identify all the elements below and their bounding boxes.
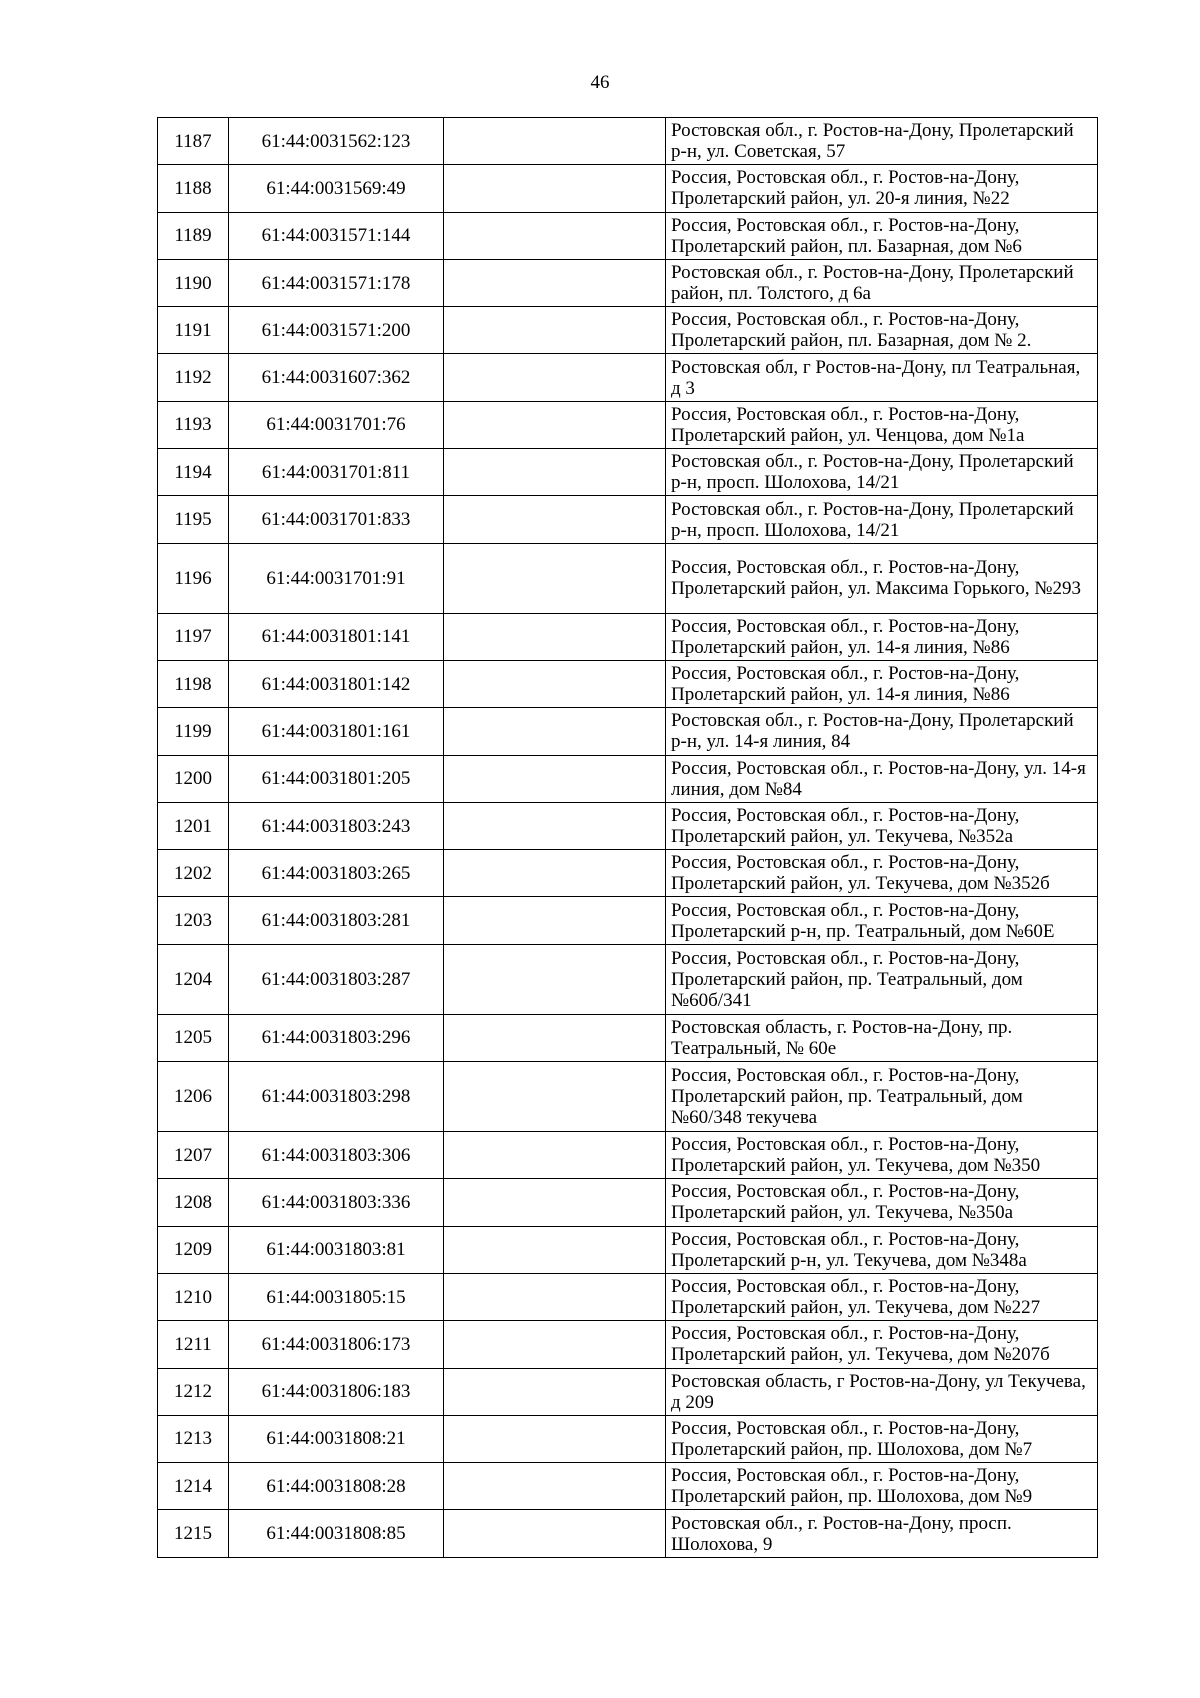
table-row [158, 1014, 1098, 1061]
table-row [158, 118, 1098, 165]
table-row [158, 802, 1098, 849]
cadastral-number-cell: 61:44:0031803:281 [229, 897, 444, 944]
table-row [158, 165, 1098, 212]
address-cell: Россия, Ростовская обл., г. Ростов-на-Дону, Пролетарский район, ул. 20-я линия, №22 [666, 165, 1098, 212]
address-cell: Россия, Ростовская обл., г. Ростов-на-Дону, Пролетарский район, ул. Текучева, дом №227 [666, 1273, 1098, 1320]
address-cell: Россия, Ростовская обл., г. Ростов-на-Дону, Пролетарский район, ул. 14-я линия, №86 [666, 660, 1098, 707]
empty-cell [444, 944, 666, 1014]
address-cell: Россия, Ростовская обл., г. Ростов-на-Дону, Пролетарский район, пр. Шолохова, дом №7 [666, 1415, 1098, 1462]
row-number-cell: 1205 [158, 1014, 229, 1061]
row-number-cell: 1214 [158, 1463, 229, 1510]
cadastral-number-cell: 61:44:0031803:336 [229, 1179, 444, 1226]
table-row [158, 1132, 1098, 1179]
row-number-cell: 1199 [158, 708, 229, 755]
row-number-cell: 1211 [158, 1321, 229, 1368]
address-cell: Россия, Ростовская обл., г. Ростов-на-Дону, Пролетарский р-н, ул. Текучева, дом №348а [666, 1226, 1098, 1273]
row-number-cell: 1207 [158, 1132, 229, 1179]
cadastral-number-cell: 61:44:0031806:173 [229, 1321, 444, 1368]
table-row [158, 1062, 1098, 1132]
address-cell: Россия, Ростовская обл., г. Ростов-на-Дону, Пролетарский район, ул. Максима Горького, №293 [666, 543, 1098, 613]
cadastral-number-cell: 61:44:0031571:178 [229, 259, 444, 306]
cadastral-number-cell: 61:44:0031803:81 [229, 1226, 444, 1273]
row-number-cell: 1191 [158, 307, 229, 354]
table-row [158, 307, 1098, 354]
cadastral-number-cell: 61:44:0031803:243 [229, 802, 444, 849]
address-cell: Россия, Ростовская обл., г. Ростов-на-Дону, Пролетарский район, пл. Базарная, дом №6 [666, 212, 1098, 259]
row-number-cell: 1201 [158, 802, 229, 849]
row-number-cell: 1198 [158, 660, 229, 707]
address-cell: Ростовская обл, г Ростов-на-Дону, пл Театральная, д 3 [666, 354, 1098, 401]
cadastral-number-cell: 61:44:0031701:91 [229, 543, 444, 613]
address-cell: Ростовская обл., г. Ростов-на-Дону, просп. Шолохова, 9 [666, 1510, 1098, 1557]
table-row [158, 1273, 1098, 1320]
cadastral-number-cell: 61:44:0031803:265 [229, 850, 444, 897]
empty-cell [444, 755, 666, 802]
address-cell: Россия, Ростовская обл., г. Ростов-на-Дону, Пролетарский район, ул. Текучева, дом №207б [666, 1321, 1098, 1368]
page-number: 46 [590, 72, 610, 93]
empty-cell [444, 449, 666, 496]
cadastral-number-cell: 61:44:0031803:298 [229, 1062, 444, 1132]
address-cell: Россия, Ростовская обл., г. Ростов-на-Дону, ул. 14-я линия, дом №84 [666, 755, 1098, 802]
table-row [158, 1226, 1098, 1273]
empty-cell [444, 1368, 666, 1415]
cadastral-number-cell: 61:44:0031701:833 [229, 496, 444, 543]
row-number-cell: 1213 [158, 1415, 229, 1462]
table-row [158, 449, 1098, 496]
cadastral-number-cell: 61:44:0031571:144 [229, 212, 444, 259]
row-number-cell: 1188 [158, 165, 229, 212]
cadastral-number-cell: 61:44:0031801:142 [229, 660, 444, 707]
address-cell: Россия, Ростовская обл., г. Ростов-на-Дону, Пролетарский район, пр. Шолохова, дом №9 [666, 1463, 1098, 1510]
table-row [158, 660, 1098, 707]
address-cell: Ростовская обл., г. Ростов-на-Дону, Пролетарский р-н, ул. Советская, 57 [666, 118, 1098, 165]
cadastral-number-cell: 61:44:0031569:49 [229, 165, 444, 212]
empty-cell [444, 1132, 666, 1179]
table-row [158, 259, 1098, 306]
empty-cell [444, 1179, 666, 1226]
row-number-cell: 1187 [158, 118, 229, 165]
address-cell: Россия, Ростовская обл., г. Ростов-на-Дону, Пролетарский район, ул. Текучева, №350а [666, 1179, 1098, 1226]
table-row [158, 354, 1098, 401]
registry-table-body [158, 118, 1098, 1558]
empty-cell [444, 1463, 666, 1510]
cadastral-number-cell: 61:44:0031607:362 [229, 354, 444, 401]
empty-cell [444, 401, 666, 448]
table-row [158, 850, 1098, 897]
empty-cell [444, 708, 666, 755]
cadastral-number-cell: 61:44:0031801:141 [229, 613, 444, 660]
empty-cell [444, 543, 666, 613]
registry-table [157, 117, 1098, 1558]
empty-cell [444, 307, 666, 354]
address-cell: Россия, Ростовская обл., г. Ростов-на-Дону, Пролетарский район, пр. Театральный, дом №60б/341 [666, 944, 1098, 1014]
address-cell: Россия, Ростовская обл., г. Ростов-на-Дону, Пролетарский район, ул. Текучева, №352а [666, 802, 1098, 849]
row-number-cell: 1204 [158, 944, 229, 1014]
row-number-cell: 1189 [158, 212, 229, 259]
row-number-cell: 1195 [158, 496, 229, 543]
address-cell: Россия, Ростовская обл., г. Ростов-на-Дону, Пролетарский район, ул. 14-я линия, №86 [666, 613, 1098, 660]
row-number-cell: 1196 [158, 543, 229, 613]
table-row [158, 1510, 1098, 1557]
address-cell: Ростовская обл., г. Ростов-на-Дону, Пролетарский р-н, просп. Шолохова, 14/21 [666, 449, 1098, 496]
empty-cell [444, 496, 666, 543]
cadastral-number-cell: 61:44:0031808:21 [229, 1415, 444, 1462]
table-row [158, 496, 1098, 543]
empty-cell [444, 118, 666, 165]
address-cell: Ростовская область, г Ростов-на-Дону, ул Текучева, д 209 [666, 1368, 1098, 1415]
empty-cell [444, 897, 666, 944]
cadastral-number-cell: 61:44:0031701:811 [229, 449, 444, 496]
row-number-cell: 1197 [158, 613, 229, 660]
row-number-cell: 1200 [158, 755, 229, 802]
empty-cell [444, 1510, 666, 1557]
address-cell: Ростовская область, г. Ростов-на-Дону, пр. Театральный, № 60е [666, 1014, 1098, 1061]
empty-cell [444, 1415, 666, 1462]
address-cell: Ростовская обл., г. Ростов-на-Дону, Пролетарский р-н, ул. 14-я линия, 84 [666, 708, 1098, 755]
empty-cell [444, 1226, 666, 1273]
address-cell: Ростовская обл., г. Ростов-на-Дону, Пролетарский район, пл. Толстого, д 6а [666, 259, 1098, 306]
row-number-cell: 1212 [158, 1368, 229, 1415]
table-row [158, 1321, 1098, 1368]
cadastral-number-cell: 61:44:0031808:85 [229, 1510, 444, 1557]
table-row [158, 613, 1098, 660]
empty-cell [444, 354, 666, 401]
cadastral-number-cell: 61:44:0031571:200 [229, 307, 444, 354]
table-row [158, 944, 1098, 1014]
cadastral-number-cell: 61:44:0031803:306 [229, 1132, 444, 1179]
cadastral-number-cell: 61:44:0031801:161 [229, 708, 444, 755]
row-number-cell: 1193 [158, 401, 229, 448]
cadastral-number-cell: 61:44:0031805:15 [229, 1273, 444, 1320]
empty-cell [444, 259, 666, 306]
empty-cell [444, 1273, 666, 1320]
table-row [158, 708, 1098, 755]
empty-cell [444, 1014, 666, 1061]
cadastral-number-cell: 61:44:0031803:296 [229, 1014, 444, 1061]
cadastral-number-cell: 61:44:0031803:287 [229, 944, 444, 1014]
row-number-cell: 1209 [158, 1226, 229, 1273]
row-number-cell: 1192 [158, 354, 229, 401]
empty-cell [444, 660, 666, 707]
empty-cell [444, 802, 666, 849]
cadastral-number-cell: 61:44:0031808:28 [229, 1463, 444, 1510]
row-number-cell: 1206 [158, 1062, 229, 1132]
cadastral-number-cell: 61:44:0031701:76 [229, 401, 444, 448]
empty-cell [444, 613, 666, 660]
cadastral-number-cell: 61:44:0031806:183 [229, 1368, 444, 1415]
table-row [158, 1368, 1098, 1415]
empty-cell [444, 850, 666, 897]
table-row [158, 401, 1098, 448]
address-cell: Ростовская обл., г. Ростов-на-Дону, Пролетарский р-н, просп. Шолохова, 14/21 [666, 496, 1098, 543]
row-number-cell: 1208 [158, 1179, 229, 1226]
table-row [158, 543, 1098, 613]
row-number-cell: 1210 [158, 1273, 229, 1320]
empty-cell [444, 1321, 666, 1368]
table-row [158, 212, 1098, 259]
empty-cell [444, 212, 666, 259]
address-cell: Россия, Ростовская обл., г. Ростов-на-Дону, Пролетарский район, пл. Базарная, дом № 2. [666, 307, 1098, 354]
table-row [158, 897, 1098, 944]
row-number-cell: 1215 [158, 1510, 229, 1557]
cadastral-number-cell: 61:44:0031562:123 [229, 118, 444, 165]
row-number-cell: 1194 [158, 449, 229, 496]
table-row [158, 755, 1098, 802]
address-cell: Россия, Ростовская обл., г. Ростов-на-Дону, Пролетарский район, ул. Текучева, дом №350 [666, 1132, 1098, 1179]
empty-cell [444, 1062, 666, 1132]
row-number-cell: 1203 [158, 897, 229, 944]
row-number-cell: 1202 [158, 850, 229, 897]
address-cell: Россия, Ростовская обл., г. Ростов-на-Дону, Пролетарский р-н, пр. Театральный, дом №60Е [666, 897, 1098, 944]
table-row [158, 1179, 1098, 1226]
address-cell: Россия, Ростовская обл., г. Ростов-на-Дону, Пролетарский район, ул. Ченцова, дом №1а [666, 401, 1098, 448]
address-cell: Россия, Ростовская обл., г. Ростов-на-Дону, Пролетарский район, пр. Театральный, дом №60/348 текучева [666, 1062, 1098, 1132]
table-row [158, 1415, 1098, 1462]
cadastral-number-cell: 61:44:0031801:205 [229, 755, 444, 802]
row-number-cell: 1190 [158, 259, 229, 306]
empty-cell [444, 165, 666, 212]
table-row [158, 1463, 1098, 1510]
address-cell: Россия, Ростовская обл., г. Ростов-на-Дону, Пролетарский район, ул. Текучева, дом №352б [666, 850, 1098, 897]
